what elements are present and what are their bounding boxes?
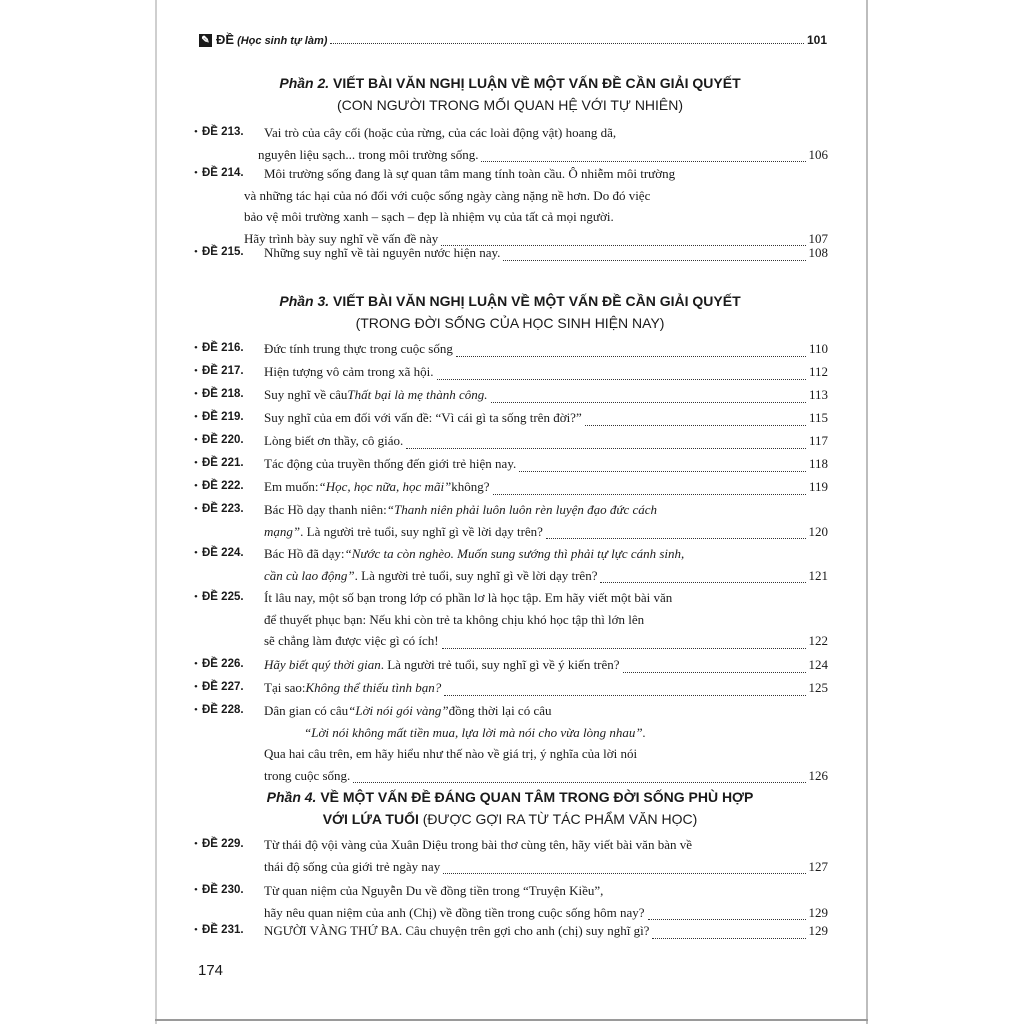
entry-page: 124 [808,657,828,672]
entry-label: ĐỀ 215. [202,246,244,258]
running-header [199,27,827,47]
entry-page: 122 [808,633,828,648]
section-subtitle: (TRONG ĐỜI SỐNG CỦA HỌC SINH HIỆN NAY) [355,315,665,331]
entry-page: 119 [808,479,828,494]
entry-label: ĐỀ 231. [202,924,244,936]
entry-label: ĐỀ 230. [202,884,244,896]
toc-entry: • ĐỀ 225. Ít lâu nay, một số bạn trong lớp có phần lơ là học tập. Em hãy viết một bài văn để thuyết phục bạn: Nếu khi còn trẻ ta không chịu khó học tập thì lớn lên sẽ chẳng làm được việc gì có ích! 122 [194,587,828,652]
entry-page: 129 [808,923,828,938]
entry-label: ĐỀ 225. [202,591,244,603]
section-title: Phần 4. VỀ MỘT VẤN ĐỀ ĐÁNG QUAN TÂM TRONG ĐỜI SỐNG PHÙ HỢP [266,789,754,805]
section-title: Phần 2. VIẾT BÀI VĂN NGHỊ LUẬN VỀ MỘT VẤN ĐỀ CẦN GIẢI QUYẾT [279,75,741,91]
toc-entry: • ĐỀ 228. Dân gian có câu “Lời nói gói vàng” đồng thời lại có câu “Lời nói không mất tiền mua, lựa lời mà nói cho vừa lòng nhau”. Qua hai câu trên, em hãy hiểu như thế nào về giá trị, ý nghĩa của lời nói trong cuộc sống. 126 [194,700,828,786]
toc-entry: • ĐỀ 226. Hãy biết quý thời gian . Là người trẻ tuổi, suy nghĩ gì về ý kiến trên? 124 [194,654,828,676]
toc-entry: • ĐỀ 222. Em muốn: “Học, học nữa, học mãi” không? 119 [194,476,828,498]
header-page: 101 [806,33,827,47]
entry-label: ĐỀ 216. [202,342,244,354]
entry-page: 112 [808,364,828,379]
toc-entry: • ĐỀ 230. Từ quan niệm của Nguyễn Du về đồng tiền trong “Truyện Kiều”, hãy nêu quan niệm của anh (Chị) về đồng tiền trong cuộc sống hôm nay? 129 [194,880,828,923]
header-subtitle: (Học sinh tự làm) [237,35,328,47]
page-edge-left [155,0,157,1024]
header-label: ĐỀ [216,32,235,47]
toc-entry: • ĐỀ 219. Suy nghĩ của em đối với vấn đề: “Vì cái gì ta sống trên đời?” 115 [194,407,828,429]
entry-page: 125 [808,680,828,695]
entry-label: ĐỀ 224. [202,547,244,559]
entry-label: ĐỀ 223. [202,503,244,515]
toc-entry: • ĐỀ 227. Tại sao: Không thể thiếu tình bạn? 125 [194,677,828,699]
toc-entry: • ĐỀ 216. Đức tính trung thực trong cuộc sống 110 [194,338,828,360]
entry-page: 113 [808,387,828,402]
entry-page: 108 [808,245,828,260]
pencil-icon: ✎ [199,34,212,47]
toc-entry: • ĐỀ 213. Vai trò của cây cối (hoặc của rừng, của các loài động vật) hoang dã, nguyên liệu sạch... trong môi trường sống. 106 [194,122,828,165]
leader-dots [330,43,804,44]
entry-page: 120 [808,523,828,539]
entry-label: ĐỀ 228. [202,704,244,716]
entry-label: ĐỀ 229. [202,838,244,850]
toc-entry: • ĐỀ 218. Suy nghĩ về câu Thất bại là mẹ thành công. 113 [194,384,828,406]
toc-entry: • ĐỀ 215. Những suy nghĩ về tài nguyên nước hiện nay. 108 [194,242,828,264]
toc-entry: • ĐỀ 223. Bác Hồ dạy thanh niên: “Thanh niên phải luôn luôn rèn luyện đạo đức cách mạng” . Là người trẻ tuổi, suy nghĩ gì về lời dạy trên? 120 [194,499,828,542]
section-subtitle: VỚI LỨA TUỔI (ĐƯỢC GỢI RA TỪ TÁC PHẨM VĂN HỌC) [322,811,698,827]
page-edge-bottom [155,1019,868,1021]
entry-label: ĐỀ 217. [202,365,244,377]
section-heading [190,72,830,116]
entry-label: ĐỀ 219. [202,411,244,423]
section-subtitle: (CON NGƯỜI TRONG MỐI QUAN HỆ VỚI TỰ NHIÊN) [336,97,684,113]
section-heading [190,786,830,830]
entry-page: 117 [808,433,828,448]
entry-label: ĐỀ 213. [202,126,244,138]
page-number: 174 [198,962,224,979]
section-heading [190,290,830,334]
toc-entry: • ĐỀ 217. Hiện tượng vô cảm trong xã hội. 112 [194,361,828,383]
toc-entry: • ĐỀ 224. Bác Hồ đã dạy: “Nước ta còn nghèo. Muốn sung sướng thì phải tự lực cánh sinh, cần cù lao động” . Là người trẻ tuổi, suy nghĩ gì về lời dạy trên? 121 [194,543,828,586]
entry-label: ĐỀ 221. [202,457,244,469]
entry-page: 110 [808,341,828,356]
entry-page: 127 [808,858,828,874]
entry-label: ĐỀ 214. [202,167,244,179]
entry-page: 107 [808,230,828,246]
entry-page: 106 [808,146,828,162]
page-edge-right [866,0,868,1024]
entry-label: ĐỀ 218. [202,388,244,400]
entry-page: 118 [808,456,828,471]
toc-entry: • ĐỀ 221. Tác động của truyền thống đến giới trẻ hiện nay. 118 [194,453,828,475]
entry-page: 121 [808,567,828,583]
toc-entry: • ĐỀ 231. NGƯỜI VÀNG THỨ BA. Câu chuyện trên gợi cho anh (chị) suy nghĩ gì? 129 [194,920,828,942]
section-title: Phần 3. VIẾT BÀI VĂN NGHỊ LUẬN VỀ MỘT VẤN ĐỀ CẦN GIẢI QUYẾT [279,293,741,309]
entry-page: 126 [808,767,828,783]
toc-entry: • ĐỀ 229. Từ thái độ vội vàng của Xuân Diệu trong bài thơ cùng tên, hãy viết bài văn bàn về thái độ sống của giới trẻ ngày nay 127 [194,834,828,877]
entry-label: ĐỀ 220. [202,434,244,446]
entry-label: ĐỀ 227. [202,681,244,693]
entry-label: ĐỀ 222. [202,480,244,492]
toc-entry: • ĐỀ 214. Môi trường sống đang là sự quan tâm mang tính toàn cầu. Ô nhiễm môi trường và những tác hại của nó đối với cuộc sống ngày càng nặng nề hơn. Do đó việc bảo vệ môi trường xanh – sạch – đẹp là nhiệm vụ của tất cả mọi người. Hãy trình bày suy nghĩ về vấn đề này 107 [194,163,828,249]
entry-page: 115 [808,410,828,425]
entry-label: ĐỀ 226. [202,658,244,670]
toc-entry: • ĐỀ 220. Lòng biết ơn thầy, cô giáo. 117 [194,430,828,452]
entry-page: 129 [808,904,828,920]
